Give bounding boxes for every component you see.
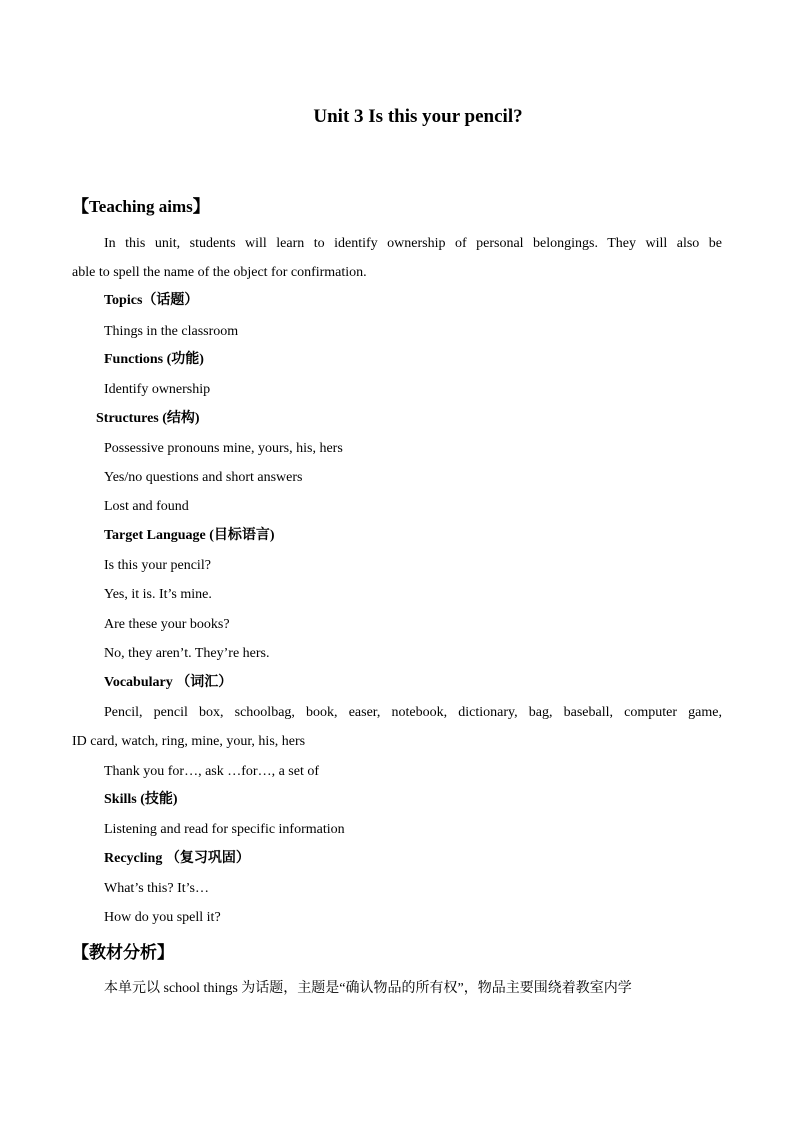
vocabulary-label: Vocabulary （词汇） <box>104 675 233 690</box>
vocabulary-line-3: Thank you for…, ask …for…, a set of <box>104 764 320 779</box>
analysis-line-1: 本单元以 school things 为话题，主题是“确认物品的所有权”，物品主要围绕着教室内学 <box>104 981 632 996</box>
structures-item-1: Possessive pronouns mine, yours, his, hers <box>104 441 343 456</box>
topics-item: Things in the classroom <box>104 324 239 339</box>
recycling-item-2: How do you spell it? <box>104 910 221 925</box>
teaching-aims-heading: 【Teaching aims】 <box>72 197 210 216</box>
intro-line-1: In this unit, students will learn to identify ownership of personal belongings. They will also be <box>104 236 722 251</box>
recycling-label: Recycling （复习巩固） <box>104 851 250 866</box>
topics-label: Topics（话题） <box>104 293 199 308</box>
skills-label: Skills (技能) <box>104 792 178 807</box>
vocabulary-line-2: ID card, watch, ring, mine, your, his, hers <box>72 734 306 749</box>
functions-item: Identify ownership <box>104 382 211 397</box>
skills-item: Listening and read for specific information <box>104 822 345 837</box>
recycling-item-1: What’s this? It’s… <box>104 881 209 896</box>
vocabulary-line-1: Pencil, pencil box, schoolbag, book, easer, notebook, dictionary, bag, baseball, computer game, <box>104 705 722 720</box>
structures-item-3: Lost and found <box>104 499 189 514</box>
page-title: Unit 3 Is this your pencil? <box>313 106 523 127</box>
functions-label: Functions (功能) <box>104 352 204 367</box>
target-language-item-2: Yes, it is. It’s mine. <box>104 587 212 602</box>
target-language-label: Target Language (目标语言) <box>104 528 275 543</box>
structures-label: Structures (结构) <box>96 411 200 426</box>
analysis-heading: 【教材分析】 <box>72 943 174 962</box>
structures-item-2: Yes/no questions and short answers <box>104 470 303 485</box>
target-language-item-4: No, they aren’t. They’re hers. <box>104 646 270 661</box>
target-language-item-1: Is this your pencil? <box>104 558 211 573</box>
intro-line-2: able to spell the name of the object for confirmation. <box>72 265 367 280</box>
target-language-item-3: Are these your books? <box>104 617 230 632</box>
